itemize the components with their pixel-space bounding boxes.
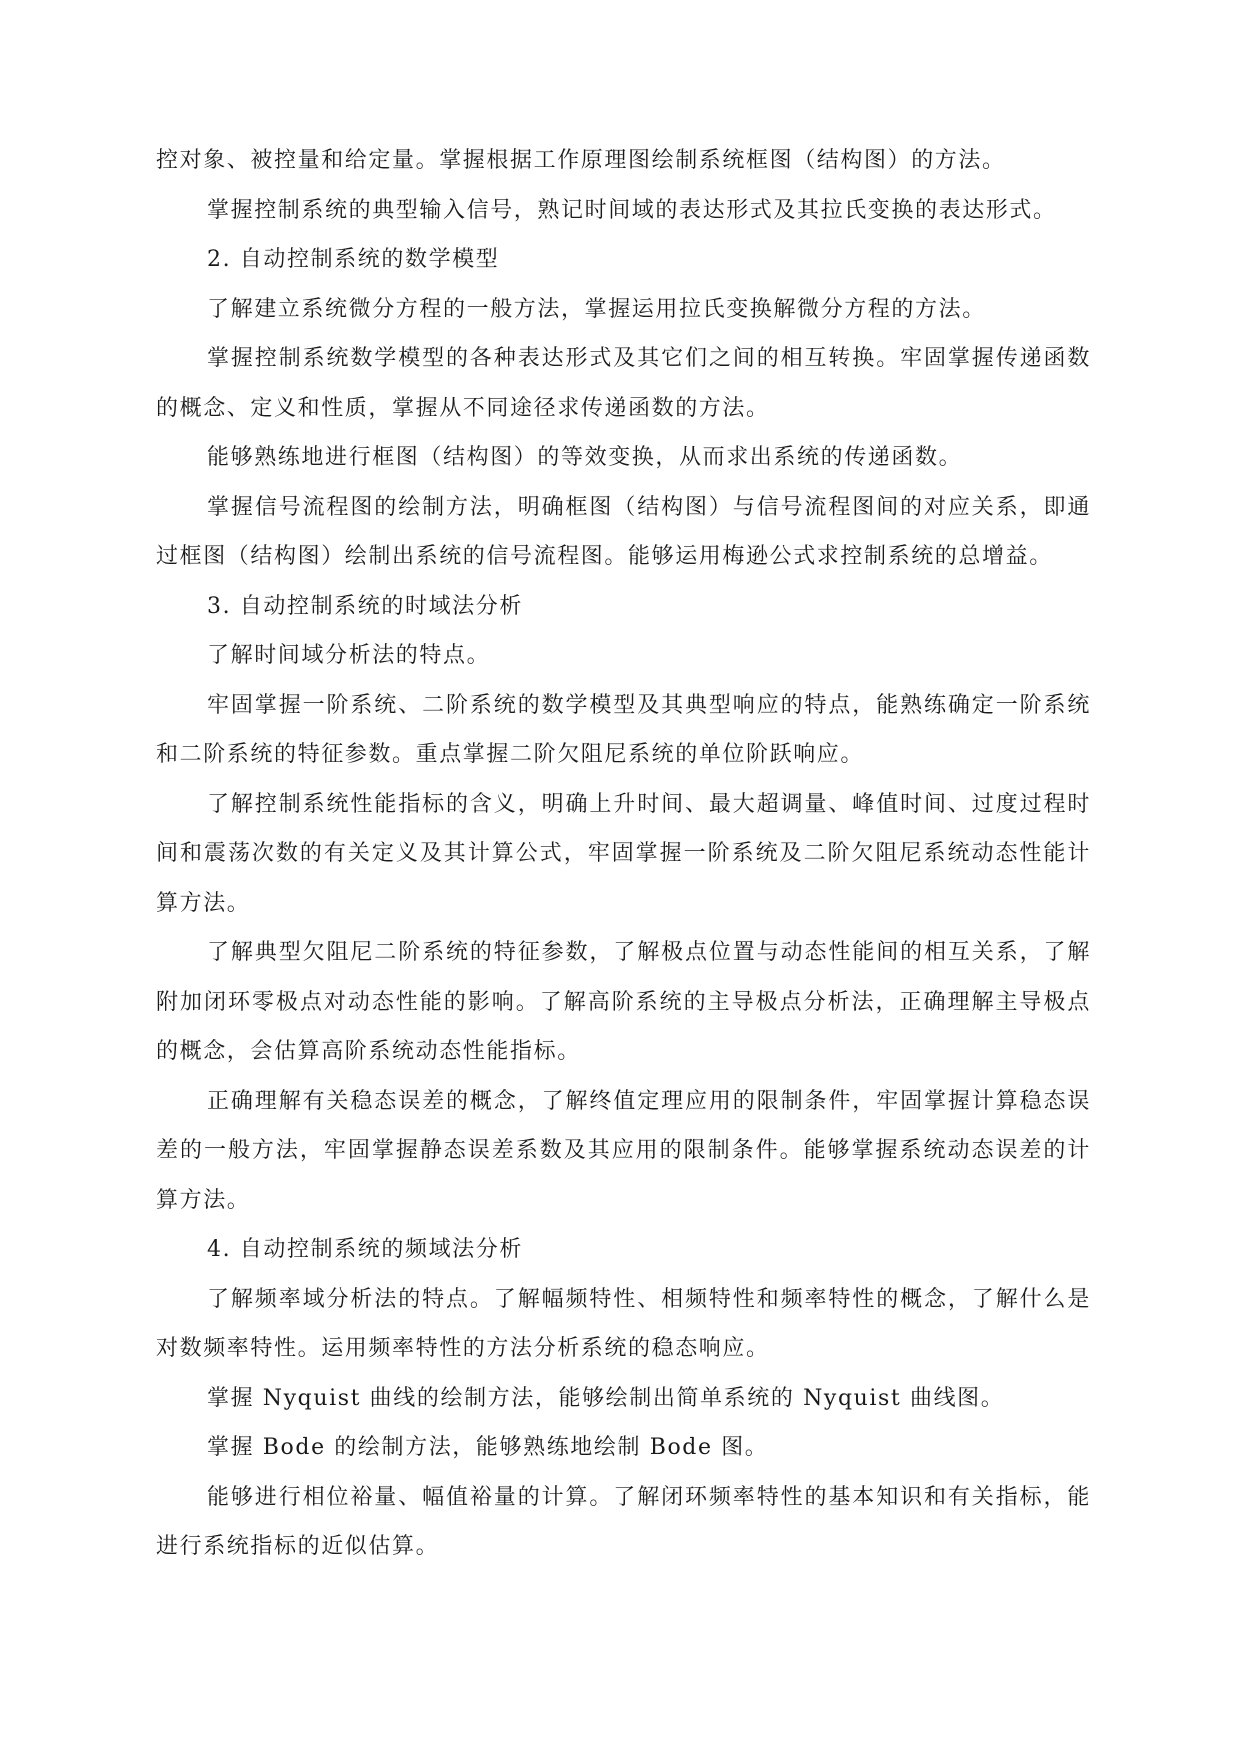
paragraph-input-signals: 掌握控制系统的典型输入信号，熟记时间域的表达形式及其拉氏变换的表达形式。	[207, 197, 1057, 223]
paragraph-time-domain: 了解时间域分析法的特点。	[207, 643, 491, 668]
paragraph-transfer-function: 掌握控制系统数学模型的各种表达形式及其它们之间的相互转换。牢固掌握传递函数的概念、定义和性质，掌握从不同途径求传递函数的方法。	[156, 346, 1091, 421]
paragraph-differential-equations: 了解建立系统微分方程的一般方法，掌握运用拉氏变换解微分方程的方法。	[207, 296, 986, 322]
paragraph-nyquist: 掌握 Nyquist 曲线的绘制方法，能够绘制出简单系统的 Nyquist 曲线图。	[207, 1385, 1005, 1411]
paragraph-margins: 能够进行相位裕量、幅值裕量的计算。了解闭环频率特性的基本知识和有关指标，能进行系统指标的近似估算。	[156, 1484, 1091, 1559]
paragraph-bode: 掌握 Bode 的绘制方法，能够熟练地绘制 Bode 图。	[207, 1435, 769, 1460]
paragraph-signal-flow: 掌握信号流程图的绘制方法，明确框图（结构图）与信号流程图间的对应关系，即通过框图（结构图）绘制出系统的信号流程图。能够运用梅逊公式求控制系统的总增益。	[156, 494, 1091, 569]
paragraph-frequency-domain: 了解频率域分析法的特点。了解幅频特性、相频特性和频率特性的概念，了解什么是对数频率特性。运用频率特性的方法分析系统的稳态响应。	[156, 1286, 1091, 1361]
paragraph-block-diagram: 能够熟练地进行框图（结构图）的等效变换，从而求出系统的传递函数。	[207, 445, 963, 470]
section-heading-3: 3. 自动控制系统的时域法分析	[207, 593, 523, 619]
paragraph-performance-indices: 了解控制系统性能指标的含义，明确上升时间、最大超调量、峰值时间、过度过程时间和震荡次数的有关定义及其计算公式，牢固掌握一阶系统及二阶欠阻尼系统动态性能计算方法。	[156, 791, 1091, 916]
section-heading-4: 4. 自动控制系统的频域法分析	[207, 1237, 523, 1262]
document-body	[156, 136, 1091, 1572]
paragraph-steady-state-error: 正确理解有关稳态误差的概念，了解终值定理应用的限制条件，牢固掌握计算稳态误差的一般方法，牢固掌握静态误差系数及其应用的限制条件。能够掌握系统动态误差的计算方法。	[156, 1088, 1091, 1213]
paragraph-continuation: 控对象、被控量和给定量。掌握根据工作原理图绘制系统框图（结构图）的方法。	[156, 148, 1006, 173]
section-heading-2: 2. 自动控制系统的数学模型	[207, 247, 500, 272]
paragraph-order-systems: 牢固掌握一阶系统、二阶系统的数学模型及其典型响应的特点，能熟练确定一阶系统和二阶系统的特征参数。重点掌握二阶欠阻尼系统的单位阶跃响应。	[156, 692, 1091, 767]
paragraph-underdamped: 了解典型欠阻尼二阶系统的特征参数，了解极点位置与动态性能间的相互关系，了解附加闭环零极点对动态性能的影响。了解高阶系统的主导极点分析法，正确理解主导极点的概念，会估算高阶系统动态性能指标。	[156, 940, 1091, 1064]
